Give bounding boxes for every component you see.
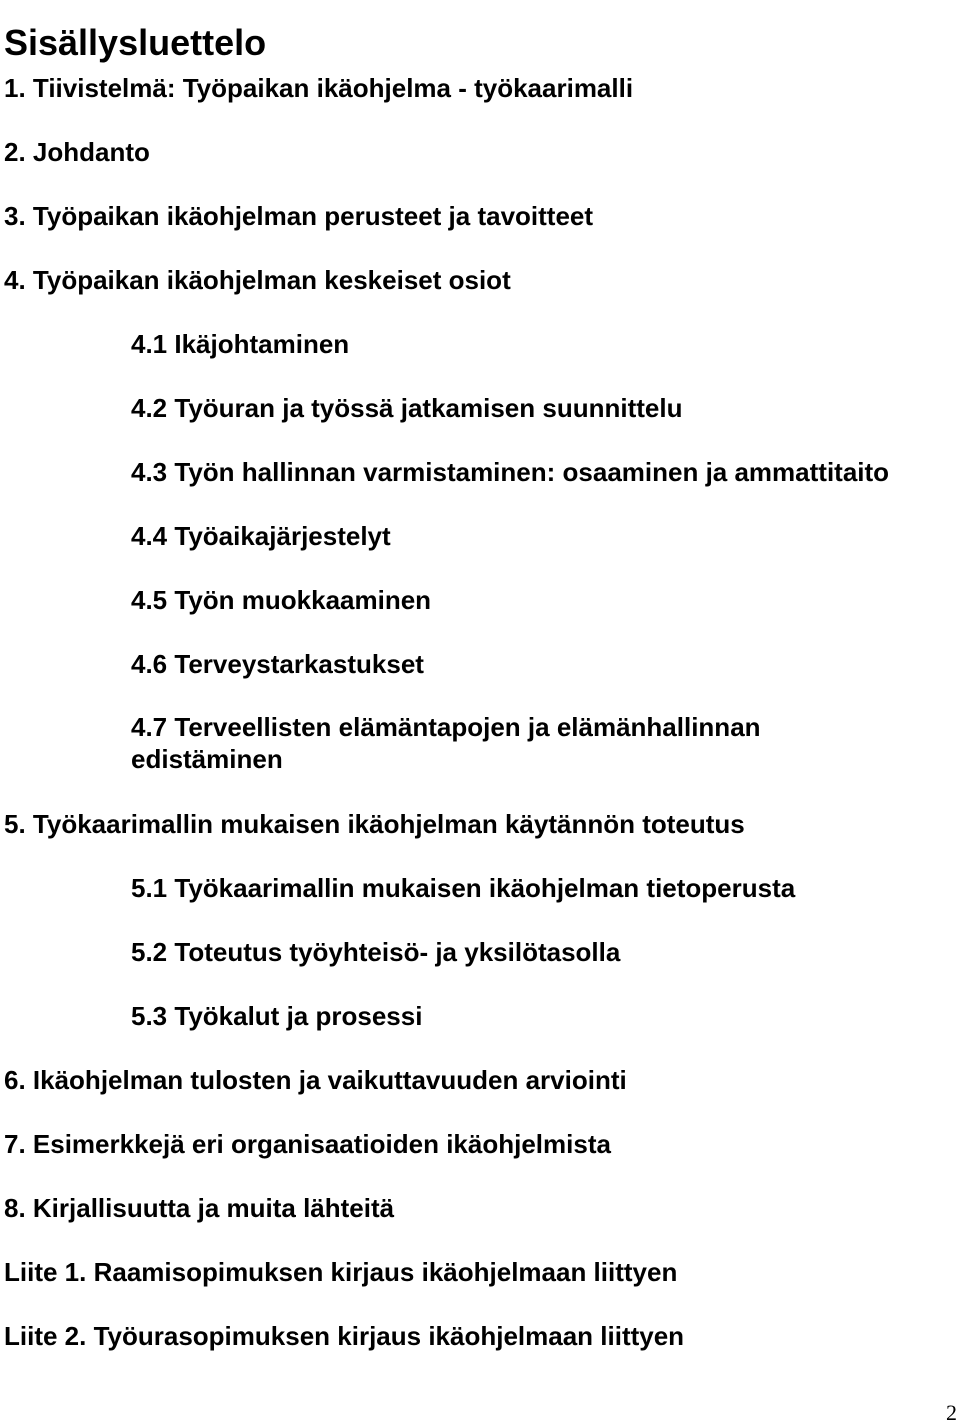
toc-entry-4-6[interactable]: 4.6 Terveystarkastukset xyxy=(131,649,424,679)
toc-entry-5[interactable]: 5. Työkaarimallin mukaisen ikäohjelman käytännön toteutus xyxy=(4,809,745,839)
toc-entry-4-5[interactable]: 4.5 Työn muokkaaminen xyxy=(131,585,432,615)
toc-entry-4[interactable]: 4. Työpaikan ikäohjelman keskeiset osiot xyxy=(4,265,511,295)
toc-entry-6[interactable]: 6. Ikäohjelman tulosten ja vaikuttavuuden arviointi xyxy=(4,1065,627,1095)
toc-entry-2[interactable]: 2. Johdanto xyxy=(4,137,150,167)
toc-entry-5-1[interactable]: 5.1 Työkaarimallin mukaisen ikäohjelman tietoperusta xyxy=(131,873,796,903)
toc-entry-5-3[interactable]: 5.3 Työkalut ja prosessi xyxy=(131,1001,423,1031)
toc-entry-7[interactable]: 7. Esimerkkejä eri organisaatioiden ikäohjelmista xyxy=(4,1129,611,1159)
toc-entry-4-2[interactable]: 4.2 Työuran ja työssä jatkamisen suunnittelu xyxy=(131,393,683,423)
toc-entry-5-2[interactable]: 5.2 Toteutus työyhteisö- ja yksilötasolla xyxy=(131,937,621,967)
toc-entry-4-7[interactable]: 4.7 Terveellisten elämäntapojen ja elämänhallinnan edistäminen xyxy=(131,712,761,774)
toc-entry-4-1[interactable]: 4.1 Ikäjohtaminen xyxy=(131,329,350,359)
toc-entry-appendix-1[interactable]: Liite 1. Raamisopimuksen kirjaus ikäohjelmaan liittyen xyxy=(4,1257,678,1287)
toc-entry-4-4[interactable]: 4.4 Työaikajärjestelyt xyxy=(131,521,391,551)
toc-entry-4-3[interactable]: 4.3 Työn hallinnan varmistaminen: osaaminen ja ammattitaito xyxy=(131,457,890,487)
toc-entry-1[interactable]: 1. Tiivistelmä: Työpaikan ikäohjelma - työkaarimalli xyxy=(4,73,634,103)
toc-entry-8[interactable]: 8. Kirjallisuutta ja muita lähteitä xyxy=(4,1193,395,1223)
page-title: Sisällysluettelo xyxy=(4,22,267,64)
page-number: 2 xyxy=(946,1400,957,1425)
toc-entry-appendix-2[interactable]: Liite 2. Työurasopimuksen kirjaus ikäohjelmaan liittyen xyxy=(4,1321,685,1351)
toc-entry-3[interactable]: 3. Työpaikan ikäohjelman perusteet ja tavoitteet xyxy=(4,201,594,231)
